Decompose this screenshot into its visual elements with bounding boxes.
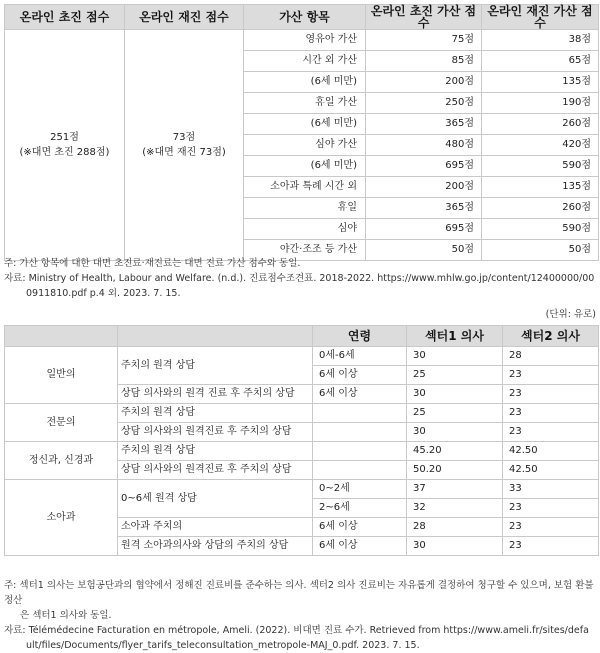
sector1-cell: 30 (407, 385, 503, 404)
age-cell: 6세 이상 (313, 537, 407, 556)
revisit-surcharge: 65점 (482, 51, 599, 72)
header-blank (118, 326, 313, 347)
revisit-surcharge: 190점 (482, 93, 599, 114)
sector1-cell: 50.20 (407, 461, 503, 480)
revisit-surcharge: 260점 (482, 114, 599, 135)
sector2-cell: 23 (503, 404, 599, 423)
specialty-cell: 일반의 (5, 347, 118, 404)
age-cell (313, 461, 407, 480)
france-fee-table (4, 325, 599, 556)
note-line: 주: 섹터1 의사는 보험공단과의 협약에서 정해진 진료비를 준수하는 의사. 섹터2 의사 진료비는 자유롭게 결정하여 청구할 수 있으며, 보험 환불 정산 (4, 580, 594, 606)
source-line: 자료: Ministry of Health, Labour and Welfare. (n.d.). 진료점수조견표. 2018-2022. https://www.mhlw.go.jp/content/12400000/00 (4, 273, 595, 284)
revisit-surcharge: 590점 (482, 219, 599, 240)
table1-notes (4, 256, 598, 301)
revisit-score: 73점 (172, 132, 196, 143)
header-online-revisit-score: 온라인 재진 점수 (125, 5, 244, 30)
initial-surcharge: 85점 (366, 51, 482, 72)
header-sector2: 섹터2 의사 (503, 326, 599, 347)
table-row (5, 347, 599, 366)
revisit-surcharge: 590점 (482, 156, 599, 177)
service-cell: 소아과 주치의 (118, 518, 313, 537)
surcharge-item: 심야 (244, 219, 366, 240)
source-line: ult/files/Documents/flyer_tarifs_teleconsultation_metropole-MAJ_0.pdf. 2023. 7. 15. (26, 640, 420, 651)
initial-surcharge: 200점 (366, 72, 482, 93)
revisit-surcharge: 135점 (482, 72, 599, 93)
sector1-cell: 37 (407, 480, 503, 499)
specialty-cell: 정신과, 신경과 (5, 442, 118, 480)
initial-score: 251점 (50, 132, 79, 143)
initial-surcharge: 75점 (366, 30, 482, 51)
sector1-cell: 32 (407, 499, 503, 518)
source-line: 0911810.pdf p.4 외. 2023. 7. 15. (26, 288, 181, 299)
initial-surcharge: 365점 (366, 114, 482, 135)
age-cell (313, 442, 407, 461)
initial-surcharge: 50점 (366, 240, 482, 261)
surcharge-item: 소아과 특례 시간 외 (244, 177, 366, 198)
note-line: 은 섹터1 의사와 동일. (20, 610, 112, 621)
sector2-cell: 23 (503, 499, 599, 518)
surcharge-item: 시간 외 가산 (244, 51, 366, 72)
surcharge-item: 영유아 가산 (244, 30, 366, 51)
initial-surcharge: 480점 (366, 135, 482, 156)
service-cell: 원격 소아과의사와 상담의 주치의 상담 (118, 537, 313, 556)
table-row (5, 442, 599, 461)
sector2-cell: 28 (503, 347, 599, 366)
revisit-surcharge: 420점 (482, 135, 599, 156)
surcharge-item: (6세 미만) (244, 156, 366, 177)
sector2-cell: 33 (503, 480, 599, 499)
revisit-surcharge: 38점 (482, 30, 599, 51)
initial-surcharge: 695점 (366, 156, 482, 177)
header-initial-surcharge: 온라인 초진 가산 점수 (366, 5, 482, 30)
sector1-cell: 25 (407, 366, 503, 385)
age-cell (313, 404, 407, 423)
age-cell: 6세 이상 (313, 385, 407, 404)
table-row (5, 30, 599, 51)
sector2-cell: 42.50 (503, 461, 599, 480)
source-line: 자료: Télémédecine Facturation en métropole, Ameli. (2022). 비대면 진료 수가. Retrieved from https://www.ameli.fr/sites/defa (4, 625, 589, 636)
revisit-score-face: (※대면 재진 73점) (142, 147, 226, 158)
service-cell: 주치의 원격 상담 (118, 442, 313, 461)
revisit-score-cell (125, 30, 244, 261)
age-cell: 0세-6세 (313, 347, 407, 366)
initial-surcharge: 200점 (366, 177, 482, 198)
sector2-cell: 23 (503, 366, 599, 385)
service-cell: 상담 의사와의 원격진료 후 주치의 상담 (118, 423, 313, 442)
table2-notes (4, 578, 598, 653)
header-age: 연령 (313, 326, 407, 347)
table-row (5, 480, 599, 499)
surcharge-item: (6세 미만) (244, 114, 366, 135)
initial-surcharge: 250점 (366, 93, 482, 114)
surcharge-item: (6세 미만) (244, 72, 366, 93)
service-cell: 주치의 원격 상담 (118, 404, 313, 423)
table-row (5, 404, 599, 423)
japan-fee-table (4, 4, 599, 261)
table1-header-row (5, 5, 599, 30)
revisit-surcharge: 50점 (482, 240, 599, 261)
initial-score-face: (※대면 초진 288점) (19, 147, 110, 158)
surcharge-item: 야간·조조 등 가산 (244, 240, 366, 261)
surcharge-item: 휴일 가산 (244, 93, 366, 114)
header-blank (5, 326, 118, 347)
sector1-cell: 45.20 (407, 442, 503, 461)
surcharge-item: 휴일 (244, 198, 366, 219)
sector2-cell: 23 (503, 518, 599, 537)
age-cell (313, 423, 407, 442)
service-cell: 상담 의사와의 원격 진료 후 주치의 상담 (118, 385, 313, 404)
age-cell: 2~6세 (313, 499, 407, 518)
age-cell: 6세 이상 (313, 366, 407, 385)
age-cell: 6세 이상 (313, 518, 407, 537)
header-online-initial-score: 온라인 초진 점수 (5, 5, 125, 30)
note-line: 주: 가산 항목에 대한 대면 초진료·재진료는 대면 진료 가산 점수와 동일. (4, 258, 301, 269)
sector1-cell: 30 (407, 347, 503, 366)
unit-label: (단위: 유로) (545, 309, 596, 320)
age-cell: 0~2세 (313, 480, 407, 499)
sector2-cell: 42.50 (503, 442, 599, 461)
service-cell: 0~6세 원격 상담 (118, 480, 313, 518)
initial-surcharge: 365점 (366, 198, 482, 219)
sector2-cell: 23 (503, 423, 599, 442)
service-cell: 상담 의사와의 원격진료 후 주치의 상담 (118, 461, 313, 480)
service-cell: 주치의 원격 상담 (118, 347, 313, 385)
sector1-cell: 25 (407, 404, 503, 423)
sector2-cell: 23 (503, 385, 599, 404)
revisit-surcharge: 260점 (482, 198, 599, 219)
specialty-cell: 소아과 (5, 480, 118, 556)
initial-score-cell (5, 30, 125, 261)
sector2-cell: 23 (503, 537, 599, 556)
header-sector1: 섹터1 의사 (407, 326, 503, 347)
specialty-cell: 전문의 (5, 404, 118, 442)
header-surcharge-item: 가산 항목 (244, 5, 366, 30)
header-revisit-surcharge: 온라인 재진 가산 점수 (482, 5, 599, 30)
surcharge-item: 심야 가산 (244, 135, 366, 156)
revisit-surcharge: 135점 (482, 177, 599, 198)
initial-surcharge: 695점 (366, 219, 482, 240)
sector1-cell: 30 (407, 537, 503, 556)
sector1-cell: 30 (407, 423, 503, 442)
sector1-cell: 28 (407, 518, 503, 537)
table2-header-row (5, 326, 599, 347)
